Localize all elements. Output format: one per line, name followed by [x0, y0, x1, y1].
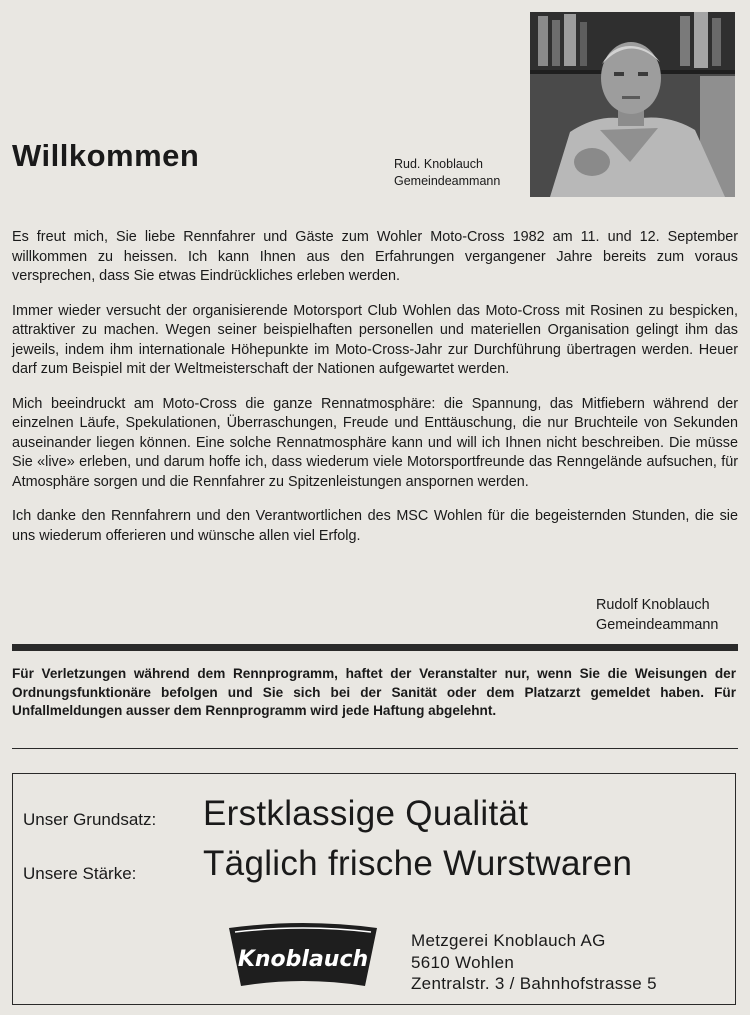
page-title: Willkommen	[12, 138, 200, 173]
address-street: Zentralstr. 3 / Bahnhofstrasse 5	[411, 974, 657, 993]
ad-label-principle: Unser Grundsatz:	[23, 810, 157, 829]
signature-block	[596, 596, 718, 635]
portrait-photo	[530, 12, 735, 197]
ad-slogan-quality: Erstklassige Qualität	[203, 794, 529, 833]
section-divider	[12, 644, 738, 651]
butcher-advertisement	[12, 773, 736, 1005]
address-city: 5610 Wohlen	[411, 952, 515, 972]
paragraph: Es freut mich, Sie liebe Rennfahrer und Gäste zum Wohler Moto-Cross 1982 am 11. und 12. September willkommen zu heissen. Ich kann Ihnen aus den Erfahrungen vergangener Jahre bereits zum voraus versprechen, dass Sie etwas Eindrückliches erleben werden.	[12, 229, 738, 284]
shop-address	[411, 930, 657, 995]
address-company: Metzgerei Knoblauch AG	[411, 931, 606, 950]
logo-wordmark: Knoblauch	[237, 947, 369, 972]
liability-disclaimer: Für Verletzungen während dem Rennprogramm, haftet der Veranstalter nur, wenn Sie die Weisungen der Ordnungsfunktionäre befolgen und Sie sich bei der Sanität oder dem Platzarzt gemeldet haben. Für Unfallmeldungen ausser dem Rennprogramm wird jede Haftung abgelehnt.	[12, 666, 736, 718]
ad-slogan-sausages: Täglich frische Wurstwaren	[203, 844, 633, 883]
welcome-letter-body	[12, 228, 738, 561]
photo-caption	[394, 156, 500, 190]
portrait-photo-icon	[530, 12, 735, 197]
paragraph: Mich beeindruckt am Moto-Cross die ganze Rennatmosphäre: die Spannung, das Mitfiebern während der einzelnen Läufe, Spekulationen, Überraschungen, Freude und Enttäuschung, die nur Bruchteile von Sekunden auseinander liegen können. Eine solche Rennatmosphäre kann und will ich Ihnen nicht beschreiben. Die müsse Sie «live» erleben, und darum hoffe ich, dass wiederum viele Motorsportfreunde das Renngelände aufsuchen, für Atmosphäre sorgen und die Rennfahrer zu Spitzenleistungen anspornen werden.	[12, 395, 738, 490]
ad-label-strength: Unsere Stärke:	[23, 864, 137, 883]
caption-role: Gemeindeammann	[394, 174, 501, 188]
caption-name: Rud. Knoblauch	[394, 157, 483, 171]
paragraph: Ich danke den Rennfahrern und den Verantwortlichen des MSC Wohlen für die begeisternden Stunden, die sie uns wiederum offerieren und wünsche allen viel Erfolg.	[12, 508, 738, 544]
paragraph: Immer wieder versucht der organisierende Motorsport Club Wohlen das Moto-Cross mit Rosinen zu bespicken, attraktiver zu machen. Wegen seiner beispielhaften personellen und materiellen Organisation gelingt ihm das jeweils, indem ihm internationale Höhepunkte im Moto-Cross-Jahr zur Durchführung übertragen werden. Heuer darf zum Beispiel mit der Weltmeisterschaft der Nationen aufgewartet werden.	[12, 302, 738, 377]
knoblauch-logo	[223, 922, 383, 992]
section-divider-thin	[12, 748, 738, 749]
signature-name: Rudolf Knoblauch	[596, 597, 710, 613]
signature-role: Gemeindeammann	[596, 616, 719, 633]
